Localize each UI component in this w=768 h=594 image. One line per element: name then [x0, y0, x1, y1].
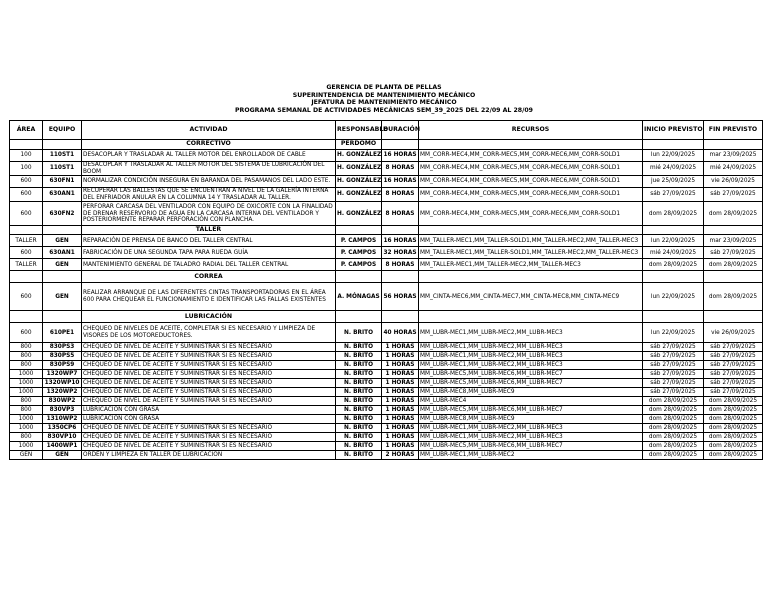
table-row: [10, 162, 763, 176]
section-spacer: [43, 140, 82, 150]
section-row-taller: [10, 226, 763, 235]
section-spacer: [704, 140, 763, 150]
cell-fin: sáb 27/09/2025: [704, 247, 763, 259]
cell-equipo: 830VP10: [43, 433, 82, 442]
cell-responsable: N. BRITO: [336, 415, 382, 424]
cell-responsable: H. GONZÁLEZ: [336, 188, 382, 202]
table-row: [10, 283, 763, 311]
header-line-2: SUPERINTENDENCIA DE MANTENIMIENTO MECÁNICO: [292, 91, 476, 99]
cell-actividad: CHEQUEO DE NIVEL DE ACEITE Y SUMINISTRAR SI ES NECESARIO: [82, 442, 336, 451]
cell-duracion: 32 HORAS: [382, 247, 419, 259]
cell-area: 800: [10, 397, 43, 406]
cell-area: GEN: [10, 451, 43, 460]
cell-fin: sáb 27/09/2025: [704, 361, 763, 370]
cell-recursos: MM_LUBR-MEC5,MM_LUBR-MEC6,MM_LUBR-MEC7: [419, 370, 643, 379]
section-spacer: [10, 311, 43, 323]
section-spacer: [10, 226, 43, 235]
section-spacer: [336, 271, 382, 283]
cell-area: 600: [10, 202, 43, 226]
table-row: [10, 388, 763, 397]
cell-actividad: REALIZAR ARRANQUE DE LAS DIFERENTES CINTAS TRANSPORTADORAS EN EL ÁREA 600 PARA CHEQUEAR EL FUNCIONAMIENTO E IDENTIFICAR LAS FALLAS EXISTENTES: [82, 283, 336, 311]
section-spacer: [43, 271, 82, 283]
cell-recursos: MM_CORR-MEC4,MM_CORR-MEC5,MM_CORR-MEC6,MM_CORR-SOLD1: [419, 188, 643, 202]
cell-area: 600: [10, 176, 43, 188]
cell-actividad: CHEQUEO DE NIVEL DE ACEITE Y SUMINISTRAR SI ES NECESARIO: [82, 361, 336, 370]
table-row: [10, 343, 763, 352]
cell-area: 800: [10, 406, 43, 415]
cell-recursos: MM_LUBR-MEC1,MM_LUBR-MEC2,MM_LUBR-MEC3: [419, 433, 643, 442]
cell-area: 800: [10, 433, 43, 442]
cell-equipo: GEN: [43, 283, 82, 311]
table-row: [10, 442, 763, 451]
cell-actividad: MANTENIMIENTO GENERAL DE TALADRO RADIAL DEL TALLER CENTRAL: [82, 259, 336, 271]
header-row: [10, 121, 763, 140]
section-row-correa: [10, 271, 763, 283]
table-row: [10, 379, 763, 388]
cell-area: 1000: [10, 424, 43, 433]
header-line-3: JEFATURA DE MANTENIMIENTO MECÁNICO: [311, 99, 457, 107]
col-fin: FIN PREVISTO: [704, 121, 763, 140]
section-label: LUBRICACIÓN: [82, 311, 336, 323]
section-spacer: [419, 226, 643, 235]
cell-actividad: LUBRICACIÓN CON GRASA: [82, 415, 336, 424]
cell-responsable: N. BRITO: [336, 323, 382, 343]
cell-inicio: dom 28/09/2025: [643, 406, 704, 415]
cell-responsable: H. GONZÁLEZ: [336, 150, 382, 162]
cell-recursos: MM_TALLER-MEC1,MM_TALLER-SOLD1,MM_TALLER-MEC2,MM_TALLER-MEC3: [419, 247, 643, 259]
cell-recursos: MM_LUBR-MEC5,MM_LUBR-MEC6,MM_LUBR-MEC7: [419, 406, 643, 415]
cell-inicio: sáb 27/09/2025: [643, 370, 704, 379]
section-spacer: [704, 311, 763, 323]
cell-duracion: 2 HORAS: [382, 451, 419, 460]
cell-inicio: dom 28/09/2025: [643, 259, 704, 271]
cell-inicio: sáb 27/09/2025: [643, 388, 704, 397]
cell-responsable: N. BRITO: [336, 370, 382, 379]
cell-duracion: 1 HORAS: [382, 352, 419, 361]
cell-equipo: GEN: [43, 451, 82, 460]
cell-fin: sáb 27/09/2025: [704, 343, 763, 352]
col-equipo: EQUIPO: [43, 121, 82, 140]
cell-recursos: MM_CORR-MEC4,MM_CORR-MEC5,MM_CORR-MEC6,MM_CORR-SOLD1: [419, 150, 643, 162]
cell-area: 1000: [10, 442, 43, 451]
cell-responsable: H. GONZÁLEZ: [336, 162, 382, 176]
cell-duracion: 16 HORAS: [382, 176, 419, 188]
cell-recursos: MM_TALLER-MEC1,MM_TALLER-SOLD1,MM_TALLER-MEC2,MM_TALLER-MEC3: [419, 235, 643, 247]
cell-equipo: 830PS9: [43, 361, 82, 370]
table-row: [10, 424, 763, 433]
section-label: CORRECTIVO: [82, 140, 336, 150]
cell-duracion: 16 HORAS: [382, 235, 419, 247]
cell-inicio: jue 25/09/2025: [643, 176, 704, 188]
table-row: [10, 406, 763, 415]
cell-area: 1000: [10, 388, 43, 397]
table-row: [10, 397, 763, 406]
cell-area: 100: [10, 150, 43, 162]
cell-actividad: CHEQUEO DE NIVEL DE ACEITE Y SUMINISTRAR SI ES NECESARIO: [82, 379, 336, 388]
cell-duracion: 1 HORAS: [382, 379, 419, 388]
cell-fin: mar 23/09/2025: [704, 150, 763, 162]
cell-area: 800: [10, 361, 43, 370]
cell-actividad: CHEQUEO DE NIVEL DE ACEITE Y SUMINISTRAR SI ES NECESARIO: [82, 433, 336, 442]
table-row: [10, 202, 763, 226]
cell-recursos: MM_CORR-MEC4,MM_CORR-MEC5,MM_CORR-MEC6,MM_CORR-SOLD1: [419, 176, 643, 188]
cell-area: 1000: [10, 379, 43, 388]
table-row: [10, 188, 763, 202]
cell-inicio: sáb 27/09/2025: [643, 352, 704, 361]
cell-duracion: 40 HORAS: [382, 323, 419, 343]
cell-actividad: CHEQUEO DE NIVEL DE ACEITE Y SUMINISTRAR SI ES NECESARIO: [82, 370, 336, 379]
cell-fin: sáb 27/09/2025: [704, 352, 763, 361]
cell-responsable: N. BRITO: [336, 433, 382, 442]
cell-fin: sáb 27/09/2025: [704, 379, 763, 388]
cell-responsable: N. BRITO: [336, 361, 382, 370]
cell-recursos: MM_LUBR-MEC8,MM_LUBR-MEC9: [419, 388, 643, 397]
cell-equipo: 630FN2: [43, 202, 82, 226]
cell-inicio: sáb 27/09/2025: [643, 361, 704, 370]
header-line-1: GERENCIA DE PLANTA DE PELLAS: [326, 84, 442, 91]
header-line-4: PROGRAMA SEMANAL DE ACTIVIDADES MECÁNICAS SEM_39_2025 DEL 22/09 AL 28/09: [235, 106, 533, 114]
cell-fin: vie 26/09/2025: [704, 323, 763, 343]
cell-inicio: dom 28/09/2025: [643, 442, 704, 451]
cell-duracion: 1 HORAS: [382, 424, 419, 433]
cell-recursos: MM_LUBR-MEC1,MM_LUBR-MEC2: [419, 451, 643, 460]
cell-fin: dom 28/09/2025: [704, 451, 763, 460]
table-row: [10, 247, 763, 259]
cell-equipo: 1310WP2: [43, 415, 82, 424]
cell-equipo: 110ST1: [43, 150, 82, 162]
cell-responsable: N. BRITO: [336, 388, 382, 397]
cell-recursos: MM_LUBR-MEC1,MM_LUBR-MEC2,MM_LUBR-MEC3: [419, 343, 643, 352]
section-spacer: [336, 226, 382, 235]
cell-fin: dom 28/09/2025: [704, 406, 763, 415]
cell-actividad: ORDEN Y LIMPIEZA EN TALLER DE LUBRICACIÓN: [82, 451, 336, 460]
cell-area: 800: [10, 352, 43, 361]
cell-actividad: DESACOPLAR Y TRASLADAR AL TALLER MOTOR DEL ENROLLADOR DE CABLE: [82, 150, 336, 162]
cell-area: 600: [10, 247, 43, 259]
cell-duracion: 1 HORAS: [382, 442, 419, 451]
cell-inicio: sáb 27/09/2025: [643, 379, 704, 388]
cell-equipo: 630AN1: [43, 247, 82, 259]
cell-duracion: 16 HORAS: [382, 150, 419, 162]
document-header: [0, 84, 768, 114]
section-row-correctivo: [10, 140, 763, 150]
section-spacer: [382, 226, 419, 235]
cell-inicio: lun 22/09/2025: [643, 150, 704, 162]
cell-actividad: LUBRICACIÓN CON GRASA: [82, 406, 336, 415]
cell-recursos: MM_LUBR-MEC1,MM_LUBR-MEC2,MM_LUBR-MEC3: [419, 352, 643, 361]
cell-actividad: CHEQUEO DE NIVELES DE ACEITE, COMPLETAR SI ES NECESARIO Y LIMPIEZA DE VISORES DE LOS MOTOREDUCTORES.: [82, 323, 336, 343]
cell-fin: dom 28/09/2025: [704, 259, 763, 271]
cell-recursos: MM_LUBR-MEC4: [419, 397, 643, 406]
cell-inicio: lun 22/09/2025: [643, 323, 704, 343]
section-spacer: [336, 311, 382, 323]
section-label: CORREA: [82, 271, 336, 283]
cell-equipo: 830WP2: [43, 397, 82, 406]
cell-actividad: CHEQUEO DE NIVEL DE ACEITE Y SUMINISTRAR SI ES NECESARIO: [82, 388, 336, 397]
cell-duracion: 1 HORAS: [382, 370, 419, 379]
cell-equipo: 1320WP2: [43, 388, 82, 397]
cell-responsable: P. CAMPOS: [336, 259, 382, 271]
table-row: [10, 415, 763, 424]
cell-fin: sáb 27/09/2025: [704, 388, 763, 397]
cell-duracion: 1 HORAS: [382, 397, 419, 406]
cell-fin: mar 23/09/2025: [704, 235, 763, 247]
cell-actividad: CHEQUEO DE NIVEL DE ACEITE Y SUMINISTRAR SI ES NECESARIO: [82, 424, 336, 433]
cell-actividad: CHEQUEO DE NIVEL DE ACEITE Y SUMINISTRAR SI ES NECESARIO: [82, 352, 336, 361]
cell-recursos: MM_LUBR-MEC1,MM_LUBR-MEC2,MM_LUBR-MEC3: [419, 424, 643, 433]
cell-fin: dom 28/09/2025: [704, 442, 763, 451]
cell-equipo: GEN: [43, 259, 82, 271]
table-row: [10, 433, 763, 442]
cell-fin: sáb 27/09/2025: [704, 370, 763, 379]
table-row: [10, 323, 763, 343]
cell-area: 600: [10, 188, 43, 202]
cell-area: 100: [10, 162, 43, 176]
cell-fin: sáb 27/09/2025: [704, 188, 763, 202]
section-spacer: [643, 140, 704, 150]
cell-equipo: 630AN1: [43, 188, 82, 202]
cell-responsable: P. CAMPOS: [336, 247, 382, 259]
cell-duracion: 1 HORAS: [382, 415, 419, 424]
cell-responsable: N. BRITO: [336, 352, 382, 361]
col-actividad: ACTIVIDAD: [82, 121, 336, 140]
table-row: [10, 259, 763, 271]
table-row: [10, 352, 763, 361]
cell-responsable: N. BRITO: [336, 343, 382, 352]
cell-inicio: lun 22/09/2025: [643, 235, 704, 247]
cell-duracion: 8 HORAS: [382, 202, 419, 226]
cell-area: TALLER: [10, 259, 43, 271]
col-area: ÁREA: [10, 121, 43, 140]
cell-responsable: N. BRITO: [336, 397, 382, 406]
section-spacer: [382, 311, 419, 323]
cell-inicio: sáb 27/09/2025: [643, 188, 704, 202]
cell-fin: dom 28/09/2025: [704, 415, 763, 424]
cell-fin: vie 26/09/2025: [704, 176, 763, 188]
col-duracion: DURACIÓN: [382, 121, 419, 140]
cell-equipo: 610PE1: [43, 323, 82, 343]
cell-area: TALLER: [10, 235, 43, 247]
section-spacer: [382, 140, 419, 150]
schedule-body: [10, 140, 763, 460]
cell-inicio: dom 28/09/2025: [643, 397, 704, 406]
cell-duracion: 1 HORAS: [382, 343, 419, 352]
cell-duracion: 1 HORAS: [382, 433, 419, 442]
cell-actividad: CHEQUEO DE NIVEL DE ACEITE Y SUMINISTRAR SI ES NECESARIO: [82, 343, 336, 352]
cell-responsable: P. CAMPOS: [336, 235, 382, 247]
cell-actividad: DESACOPLAR Y TRASLADAR AL TALLER MOTOR DEL SISTEMA DE LUBRICACIÓN DEL BOOM: [82, 162, 336, 176]
cell-inicio: dom 28/09/2025: [643, 451, 704, 460]
cell-inicio: lun 22/09/2025: [643, 283, 704, 311]
cell-actividad: RECUPERAR LAS BALLESTAS QUE SE ENCUENTRAN A NIVEL DE LA GALERÍA INTERNA DEL ENFRIADOR ANULAR EN LA COLUMNA 14 Y TRASLADAR AL TALLER.: [82, 188, 336, 202]
cell-equipo: 630FN1: [43, 176, 82, 188]
cell-duracion: 1 HORAS: [382, 406, 419, 415]
cell-responsable: A. MÓNAGAS: [336, 283, 382, 311]
cell-responsable: N. BRITO: [336, 424, 382, 433]
cell-responsable: H. GONZÁLEZ: [336, 176, 382, 188]
cell-actividad: NORMALIZAR CONDICIÓN INSEGURA EN BARANDA DEL PASAMANOS DEL LADO ESTE.: [82, 176, 336, 188]
section-spacer: [643, 311, 704, 323]
col-responsable: RESPONSABLE: [336, 121, 382, 140]
cell-equipo: 1400WP1: [43, 442, 82, 451]
cell-area: 1000: [10, 415, 43, 424]
cell-equipo: 1320WP7: [43, 370, 82, 379]
cell-fin: dom 28/09/2025: [704, 397, 763, 406]
cell-fin: dom 28/09/2025: [704, 283, 763, 311]
cell-responsable: H. GONZÁLEZ: [336, 202, 382, 226]
cell-recursos: MM_LUBR-MEC1,MM_LUBR-MEC2,MM_LUBR-MEC3: [419, 323, 643, 343]
table-row: [10, 176, 763, 188]
cell-recursos: MM_LUBR-MEC1,MM_LUBR-MEC2,MM_LUBR-MEC3: [419, 361, 643, 370]
cell-inicio: mié 24/09/2025: [643, 247, 704, 259]
cell-area: 800: [10, 343, 43, 352]
cell-recursos: MM_CORR-MEC4,MM_CORR-MEC5,MM_CORR-MEC6,MM_CORR-SOLD1: [419, 202, 643, 226]
cell-fin: dom 28/09/2025: [704, 202, 763, 226]
cell-fin: dom 28/09/2025: [704, 433, 763, 442]
section-label: TALLER: [82, 226, 336, 235]
cell-inicio: dom 28/09/2025: [643, 202, 704, 226]
cell-recursos: MM_LUBR-MEC8,MM_LUBR-MEC9: [419, 415, 643, 424]
section-spacer: [382, 271, 419, 283]
cell-responsable: N. BRITO: [336, 379, 382, 388]
cell-duracion: 1 HORAS: [382, 388, 419, 397]
cell-duracion: 8 HORAS: [382, 162, 419, 176]
cell-responsable: N. BRITO: [336, 442, 382, 451]
table-row: [10, 451, 763, 460]
section-spacer: [419, 271, 643, 283]
cell-responsable: N. BRITO: [336, 451, 382, 460]
cell-responsable: N. BRITO: [336, 406, 382, 415]
col-recursos: RECURSOS: [419, 121, 643, 140]
cell-actividad: CHEQUEO DE NIVEL DE ACEITE Y SUMINISTRAR SI ES NECESARIO: [82, 397, 336, 406]
section-spacer: [704, 271, 763, 283]
table-row: [10, 370, 763, 379]
section-spacer: [10, 140, 43, 150]
section-row-lubricacion: [10, 311, 763, 323]
cell-recursos: MM_LUBR-MEC5,MM_LUBR-MEC6,MM_LUBR-MEC7: [419, 379, 643, 388]
cell-actividad: FABRICACIÓN DE UNA SEGUNDA TAPA PARA RUEDA GUÍA: [82, 247, 336, 259]
section-spacer: [43, 226, 82, 235]
cell-duracion: 8 HORAS: [382, 259, 419, 271]
cell-equipo: GEN: [43, 235, 82, 247]
cell-inicio: dom 28/09/2025: [643, 433, 704, 442]
cell-duracion: 56 HORAS: [382, 283, 419, 311]
cell-area: 1000: [10, 370, 43, 379]
cell-fin: mié 24/09/2025: [704, 162, 763, 176]
section-spacer: [643, 271, 704, 283]
table-row: [10, 150, 763, 162]
cell-area: 600: [10, 283, 43, 311]
cell-recursos: MM_CORR-MEC4,MM_CORR-MEC5,MM_CORR-MEC6,MM_CORR-SOLD1: [419, 162, 643, 176]
cell-equipo: 1320WP10: [43, 379, 82, 388]
cell-equipo: 1350CP6: [43, 424, 82, 433]
schedule-table: [9, 120, 763, 460]
cell-area: 600: [10, 323, 43, 343]
cell-inicio: dom 28/09/2025: [643, 415, 704, 424]
cell-duracion: 8 HORAS: [382, 188, 419, 202]
section-spacer: [419, 140, 643, 150]
cell-inicio: dom 28/09/2025: [643, 424, 704, 433]
cell-inicio: sáb 27/09/2025: [643, 343, 704, 352]
cell-equipo: 830VP3: [43, 406, 82, 415]
cell-inicio: mié 24/09/2025: [643, 162, 704, 176]
section-responsible: PERDOMO: [336, 140, 382, 150]
cell-actividad: PERFORAR CARCASA DEL VENTILADOR CON EQUIPO DE OXICORTE CON LA FINALIDAD DE DRENAR RESERVORIO DE AGUA EN LA CARCASA INTERNA DEL VENTILADOR Y POSTERIORMENTE REPARAR PERFORACIÓN CON PLANCHA.: [82, 202, 336, 226]
cell-recursos: MM_TALLER-MEC1,MM_TALLER-MEC2,MM_TALLER-MEC3: [419, 259, 643, 271]
cell-recursos: MM_CINTA-MEC6,MM_CINTA-MEC7,MM_CINTA-MEC8,MM_CINTA-MEC9: [419, 283, 643, 311]
cell-equipo: 830PS3: [43, 343, 82, 352]
cell-recursos: MM_LUBR-MEC5,MM_LUBR-MEC6,MM_LUBR-MEC7: [419, 442, 643, 451]
section-spacer: [419, 311, 643, 323]
section-spacer: [43, 311, 82, 323]
table-row: [10, 235, 763, 247]
cell-equipo: 830PS5: [43, 352, 82, 361]
cell-duracion: 1 HORAS: [382, 361, 419, 370]
section-spacer: [10, 271, 43, 283]
section-spacer: [643, 226, 704, 235]
cell-actividad: REPARACIÓN DE PRENSA DE BANCO DEL TALLER CENTRAL: [82, 235, 336, 247]
section-spacer: [704, 226, 763, 235]
col-inicio: INICIO PREVISTO: [643, 121, 704, 140]
cell-equipo: 110ST1: [43, 162, 82, 176]
cell-fin: dom 28/09/2025: [704, 424, 763, 433]
table-row: [10, 361, 763, 370]
